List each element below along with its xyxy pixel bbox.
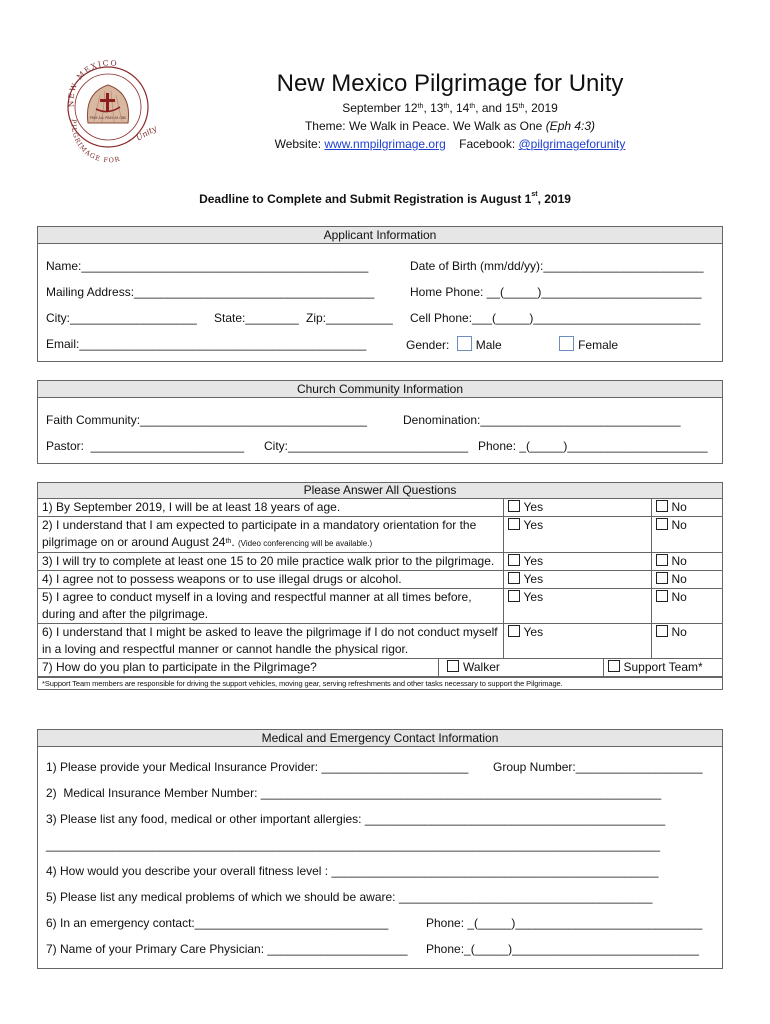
facebook-link[interactable]: @pilgrimageforunity bbox=[518, 137, 626, 151]
home-phone-field[interactable]: Home Phone: __(_____)________________________ bbox=[410, 285, 702, 299]
q3-no[interactable]: No bbox=[651, 553, 722, 571]
question-6: 6) I understand that I might be asked to leave the pilgrimage if I do not conduct myself in a loving and respectful manner or cannot handle the physical rigor. bbox=[38, 624, 503, 659]
logo-text-top: NEW MEXICO bbox=[66, 58, 119, 108]
zip-field[interactable]: Zip:__________ bbox=[306, 311, 393, 325]
question-2: 2) I understand that I am expected to participate in a mandatory orientation for the pilgrimage on or around August 24th. (Video conferencing will be available.) bbox=[38, 517, 503, 553]
cell-phone-field[interactable]: Cell Phone:___(_____)_________________________ bbox=[410, 311, 701, 325]
group-number-field[interactable]: Group Number:___________________ bbox=[493, 760, 703, 774]
event-theme: Theme: We Walk in Peace. We Walk as One (Eph 4:3) bbox=[304, 119, 596, 133]
medical-section bbox=[37, 729, 723, 969]
church-header: Church Community Information bbox=[38, 381, 722, 398]
logo-shell-text: PRAY ALL PRAY AS ONE bbox=[89, 116, 127, 120]
q2-yes[interactable]: Yes bbox=[503, 517, 651, 553]
email-field[interactable]: Email:___________________________________________ bbox=[46, 337, 367, 351]
q1-yes[interactable]: Yes bbox=[503, 499, 651, 517]
q1-no[interactable]: No bbox=[651, 499, 722, 517]
question-row bbox=[38, 659, 722, 677]
dob-field[interactable]: Date of Birth (mm/dd/yy):________________________ bbox=[410, 259, 704, 273]
question-5: 5) I agree to conduct myself in a loving and respectful manner at all times before, during and after the pilgrimage. bbox=[38, 589, 503, 624]
logo bbox=[60, 45, 156, 165]
allergies-field[interactable]: 3) Please list any food, medical or other important allergies: _____________________________________________ bbox=[46, 812, 666, 826]
q4-yes[interactable]: Yes bbox=[503, 571, 651, 589]
question-row bbox=[38, 499, 722, 517]
male-checkbox[interactable] bbox=[457, 336, 472, 351]
questions-header: Please Answer All Questions bbox=[38, 483, 722, 499]
website-link[interactable]: www.nmpilgrimage.org bbox=[324, 137, 446, 151]
logo-script: Unity bbox=[134, 123, 156, 143]
pastor-field[interactable]: Pastor: _______________________ bbox=[46, 439, 245, 453]
church-city-field[interactable]: City:___________________________ bbox=[264, 439, 469, 453]
event-links: Website: www.nmpilgrimage.org Facebook: @pilgrimageforunity bbox=[274, 137, 626, 151]
svg-text:PILGRIMAGE FOR bbox=[70, 119, 122, 165]
question-3: 3) I will try to complete at least one 15 to 20 mile practice walk prior to the pilgrimage. bbox=[38, 553, 503, 571]
medical-header: Medical and Emergency Contact Information bbox=[38, 730, 722, 747]
applicant-header: Applicant Information bbox=[38, 227, 722, 244]
deadline-notice: Deadline to Complete and Submit Registration is August 1st, 2019 bbox=[199, 191, 571, 206]
allergies-field-continued[interactable]: ____________________________________________________________________________________________ bbox=[46, 838, 660, 852]
emergency-contact-field[interactable]: 6) In an emergency contact:_____________________________ bbox=[46, 916, 389, 930]
q2-no[interactable]: No bbox=[651, 517, 722, 553]
female-checkbox[interactable] bbox=[559, 336, 574, 351]
insurance-provider-field[interactable]: 1) Please provide your Medical Insurance Provider: ______________________ bbox=[46, 760, 469, 774]
question-row bbox=[38, 517, 722, 553]
walker-option[interactable]: Walker bbox=[438, 659, 500, 676]
fitness-level-field[interactable]: 4) How would you describe your overall fitness level : _________________________________________________ bbox=[46, 864, 659, 878]
question-row bbox=[38, 571, 722, 589]
question-row bbox=[38, 624, 722, 659]
support-team-note: *Support Team members are responsible for driving the support vehicles, moving gear, serving refreshments and other tasks necessary to support the Pilgrimage. bbox=[38, 677, 722, 689]
question-4: 4) I agree not to possess weapons or to use illegal drugs or alcohol. bbox=[38, 571, 503, 589]
q3-yes[interactable]: Yes bbox=[503, 553, 651, 571]
physician-field[interactable]: 7) Name of your Primary Care Physician: _____________________ bbox=[46, 942, 408, 956]
q5-yes[interactable]: Yes bbox=[503, 589, 651, 624]
question-7: 7) How do you plan to participate in the Pilgrimage? Walker bbox=[38, 659, 603, 677]
q4-no[interactable]: No bbox=[651, 571, 722, 589]
applicant-section bbox=[37, 226, 723, 362]
faith-community-field[interactable]: Faith Community:__________________________________ bbox=[46, 413, 367, 427]
state-field[interactable]: State:________ bbox=[214, 311, 299, 325]
member-number-field[interactable]: 2) Medical Insurance Member Number: ____________________________________________________________ bbox=[46, 786, 662, 800]
event-dates: September 12th, 13th, 14th, and 15th, 2019 bbox=[342, 101, 558, 115]
church-phone-field[interactable]: Phone: _(_____)_____________________ bbox=[478, 439, 708, 453]
support-team-option[interactable]: Support Team* bbox=[603, 659, 722, 677]
q6-no[interactable]: No bbox=[651, 624, 722, 659]
medical-problems-field[interactable]: 5) Please list any medical problems of which we should be aware: ______________________________________ bbox=[46, 890, 653, 904]
denomination-field[interactable]: Denomination:______________________________ bbox=[403, 413, 681, 427]
q6-yes[interactable]: Yes bbox=[503, 624, 651, 659]
physician-phone-field[interactable]: Phone:_(_____)____________________________ bbox=[426, 942, 699, 956]
city-field[interactable]: City:___________________ bbox=[46, 311, 197, 325]
questions-table bbox=[38, 499, 722, 677]
question-1: 1) By September 2019, I will be at least 18 years of age. bbox=[38, 499, 503, 517]
church-section bbox=[37, 380, 723, 464]
question-row bbox=[38, 553, 722, 571]
emergency-phone-field[interactable]: Phone: _(_____)____________________________ bbox=[426, 916, 703, 930]
q5-no[interactable]: No bbox=[651, 589, 722, 624]
question-row bbox=[38, 589, 722, 624]
mailing-address-field[interactable]: Mailing Address:____________________________________ bbox=[46, 285, 375, 299]
page-title: New Mexico Pilgrimage for Unity bbox=[276, 70, 624, 97]
name-field[interactable]: Name:___________________________________________ bbox=[46, 259, 369, 273]
questions-section bbox=[37, 482, 723, 690]
gender-group: Gender: Male Female bbox=[406, 338, 619, 352]
logo-text-bottom: PILGRIMAGE FOR bbox=[69, 118, 122, 165]
